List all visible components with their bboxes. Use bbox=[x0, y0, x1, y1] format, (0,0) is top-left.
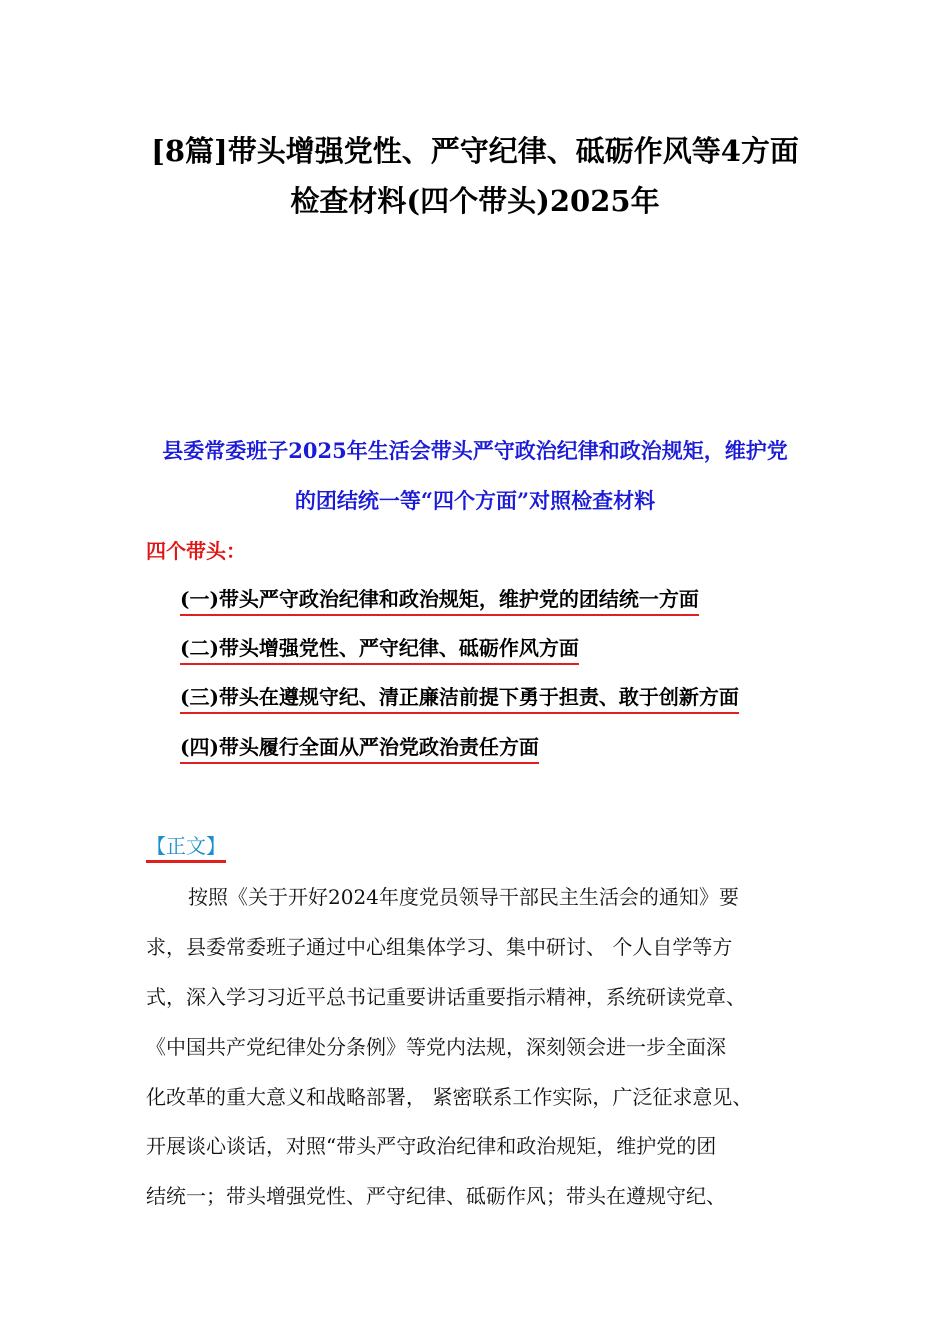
body-text-line: 求，县委常委班子通过中心组集体学习、集中研讨、 个人自学等方 bbox=[146, 935, 733, 959]
four-leads-item-1: (一)带头严守政治纪律和政治规矩，维护党的团结统一方面 bbox=[180, 585, 699, 616]
body-text-line: 式，深入学习习近平总书记重要讲话重要指示精神，系统研读党章、 bbox=[146, 985, 746, 1009]
four-leads-item-3: (三)带头在遵规守纪、清正廉洁前提下勇于担责、敢于创新方面 bbox=[180, 683, 739, 714]
document-title-line-1: [8篇]带头增强党性、严守纪律、砥砺作风等4方面 bbox=[151, 134, 799, 168]
body-text-line: 按照《关于开好2024年度党员领导干部民主生活会的通知》要 bbox=[188, 885, 739, 909]
subtitle-line-1: 县委常委班子2025年生活会带头严守政治纪律和政治规矩，维护党 bbox=[162, 438, 788, 463]
four-leads-item-4: (四)带头履行全面从严治党政治责任方面 bbox=[180, 733, 539, 764]
document-title-line-2: 检查材料(四个带头)2025年 bbox=[290, 184, 660, 218]
four-leads-label: 四个带头： bbox=[146, 539, 246, 563]
body-text-line: 结统一；带头增强党性、严守纪律、砥砺作风；带头在遵规守纪、 bbox=[146, 1184, 726, 1208]
subtitle-line-2: 的团结统一等“四个方面”对照检查材料 bbox=[294, 488, 656, 513]
four-leads-item-2: (二)带头增强党性、严守纪律、砥砺作风方面 bbox=[180, 634, 579, 665]
body-text-line: 《中国共产党纪律处分条例》等党内法规，深刻领会进一步全面深 bbox=[146, 1035, 726, 1059]
body-section-label: 【正文】 bbox=[146, 832, 226, 863]
body-text-line: 开展谈心谈话，对照“带头严守政治纪律和政治规矩，维护党的团 bbox=[146, 1134, 717, 1158]
body-text-line: 化改革的重大意义和战略部署， 紧密联系工作实际，广泛征求意见、 bbox=[146, 1085, 753, 1109]
